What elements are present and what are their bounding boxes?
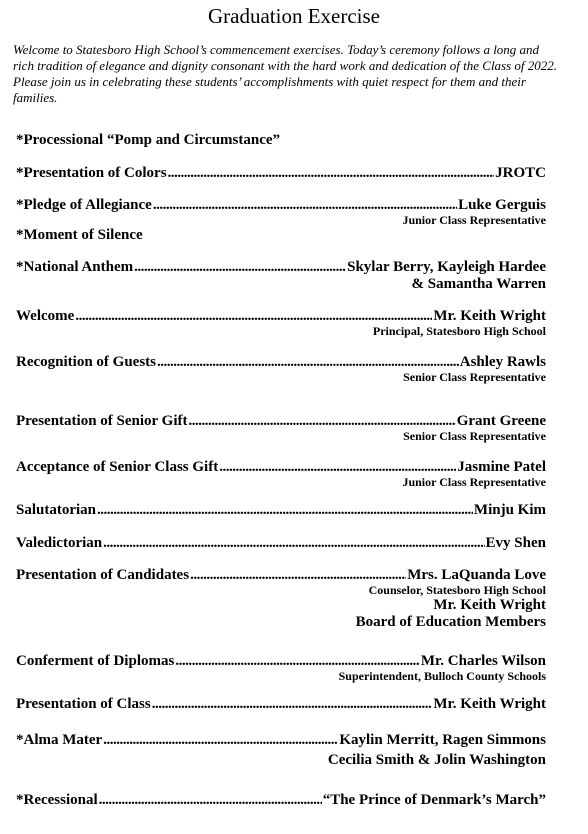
program-item-pledge xyxy=(16,196,546,227)
program-item-label: *Recessional xyxy=(16,792,98,808)
program-item-value: Mr. Charles Wilson xyxy=(420,653,546,669)
program-item-label: Acceptance of Senior Class Gift xyxy=(16,459,219,475)
program-item-subtitle: Counselor, Statesboro High School xyxy=(368,583,546,597)
program-item-label: *Pledge of Allegiance xyxy=(16,197,152,213)
program-item-colors xyxy=(16,164,546,182)
program-item-value: “The Prince of Denmark’s March” xyxy=(322,792,546,808)
program-item-welcome xyxy=(16,307,546,338)
program-item-value: Ashley Rawls xyxy=(459,354,546,370)
program-item-recessional xyxy=(16,791,546,809)
program-item-label: Welcome xyxy=(16,308,75,324)
dot-leader xyxy=(99,791,322,809)
program-item-value: Minju Kim xyxy=(473,502,546,518)
dot-leader xyxy=(175,652,420,670)
program-item-silence xyxy=(16,226,546,244)
program-item-label: Presentation of Candidates xyxy=(16,567,190,583)
program-item-subtitle: Senior Class Representative xyxy=(403,429,546,443)
dot-leader xyxy=(75,307,432,325)
program-item-value: Mrs. LaQuanda Love xyxy=(407,567,546,583)
program-item-value: Luke Gerguis xyxy=(458,197,546,213)
program-item-subtitle: Superintendent, Bulloch County Schools xyxy=(338,669,546,683)
dot-leader xyxy=(134,258,346,276)
program-item-subtitle: Principal, Statesboro High School xyxy=(372,324,546,338)
program-item-continuation: Mr. Keith Wright xyxy=(433,597,546,613)
program-item-alma-mater xyxy=(16,731,546,769)
program-item-value: Skylar Berry, Kayleigh Hardee xyxy=(347,259,546,275)
program-item-label: Valedictorian xyxy=(16,535,103,551)
program-item-diplomas xyxy=(16,652,546,683)
program-item-continuation: Board of Education Members xyxy=(355,614,546,630)
program-item-label: Presentation of Senior Gift xyxy=(16,413,188,429)
program-item-value: Mr. Keith Wright xyxy=(433,308,546,324)
dot-leader xyxy=(152,695,433,713)
program-item-label: *Presentation of Colors xyxy=(16,165,167,181)
program-item-label: *Moment of Silence xyxy=(16,227,143,243)
program-item-value: Kaylin Merritt, Ragen Simmons xyxy=(339,732,546,748)
program-item-label: *Alma Mater xyxy=(16,732,103,748)
dot-leader xyxy=(103,534,484,552)
program-item-senior-gift xyxy=(16,412,546,443)
program-item-continuation: Cecilia Smith & Jolin Washington xyxy=(327,752,546,768)
program-item-class xyxy=(16,695,546,713)
page-title: Graduation Exercise xyxy=(207,4,380,28)
dot-leader xyxy=(190,566,406,584)
program-item-subtitle: Senior Class Representative xyxy=(403,370,546,384)
dot-leader xyxy=(157,353,459,371)
program-item-value: Mr. Keith Wright xyxy=(433,696,546,712)
program-item-label: Presentation of Class xyxy=(16,696,151,712)
program-item-processional xyxy=(16,131,546,149)
program-item-value: Grant Greene xyxy=(456,413,546,429)
dot-leader xyxy=(103,731,338,749)
program-item-value: Jasmine Patel xyxy=(457,459,546,475)
program-item-label: *National Anthem xyxy=(16,259,134,275)
program-item-subtitle: Junior Class Representative xyxy=(402,475,546,489)
dot-leader xyxy=(153,196,457,214)
dot-leader xyxy=(189,412,456,430)
program-item-label: Salutatorian xyxy=(16,502,97,518)
dot-leader xyxy=(219,458,456,476)
program-item-subtitle: Junior Class Representative xyxy=(402,213,546,227)
program-item-guests xyxy=(16,353,546,384)
program-item-continuation: & Samantha Warren xyxy=(411,276,546,292)
program-item-candidates xyxy=(16,566,546,631)
program-item-anthem xyxy=(16,258,546,293)
program-item-label: *Processional “Pomp and Circumstance” xyxy=(16,132,281,148)
program-item-valedictorian xyxy=(16,534,546,552)
program-item-gift-acceptance xyxy=(16,458,546,489)
dot-leader xyxy=(168,164,495,182)
program-item-salutatorian xyxy=(16,501,546,519)
program-item-label: Recognition of Guests xyxy=(16,354,156,370)
program-item-value: JROTC xyxy=(495,165,546,181)
dot-leader xyxy=(97,501,473,519)
program-item-value: Evy Shen xyxy=(485,535,546,551)
welcome-paragraph: Welcome to Statesboro High School’s commencement exercises. Today’s ceremony follows a long and rich tradition of elegance and dignity consonant with the hard work and dedication of the Class of 2022. Please join us in celebrating these students’ accomplishments with quiet respect for them and their families. xyxy=(13,42,558,105)
program-item-label: Conferment of Diplomas xyxy=(16,653,175,669)
